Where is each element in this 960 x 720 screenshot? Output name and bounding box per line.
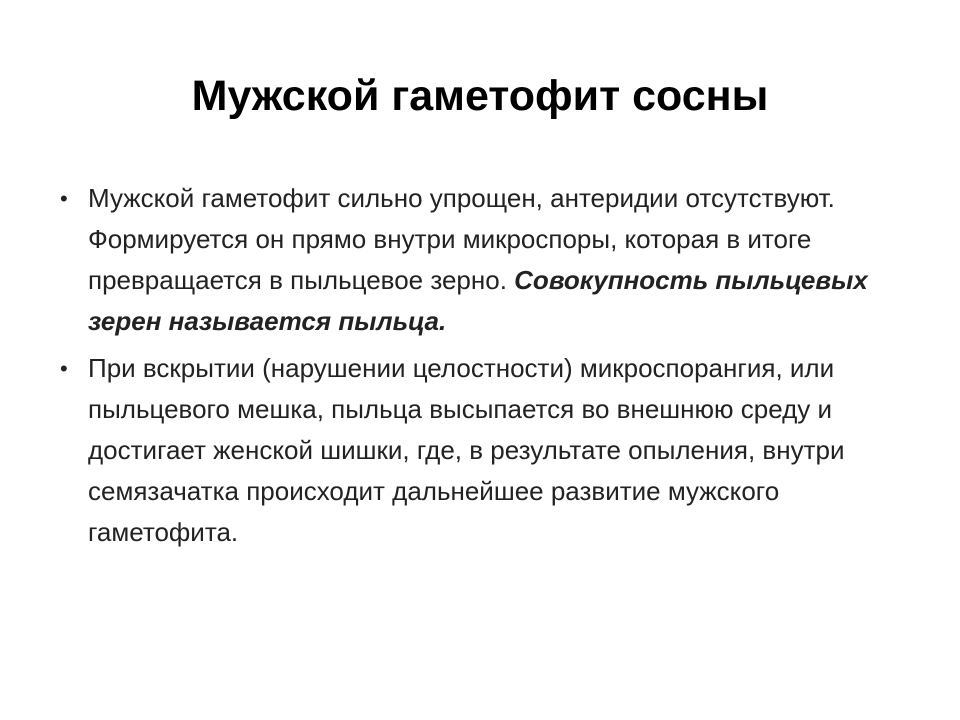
bullet-dot-icon: • xyxy=(60,186,68,211)
bullet-list xyxy=(60,178,880,559)
slide-title: Мужской гаметофит сосны xyxy=(191,72,769,120)
bullet-emphasis-text: Совокупность пыльцевых зерен называется пыльца. xyxy=(88,265,868,336)
bullet-text: Мужской гаметофит сильно упрощен, антеридии отсутствуют. Формируется он прямо внутри микроспоры, которая в итоге превращается в пыльцевое зерно. xyxy=(88,183,835,295)
bullet-item-1 xyxy=(60,178,880,342)
bullet-text: При вскрытии (нарушении целостности) микроспорангия, или пыльцевого мешка, пыльца высыпается во внешнюю среду и достигает женской шишки, где, в результате опыления, внутри семязачатка происходит дальнейшее развитие мужского гаметофита. xyxy=(88,353,845,547)
bullet-dot-icon: • xyxy=(60,356,68,381)
bullet-item-2 xyxy=(60,348,880,553)
